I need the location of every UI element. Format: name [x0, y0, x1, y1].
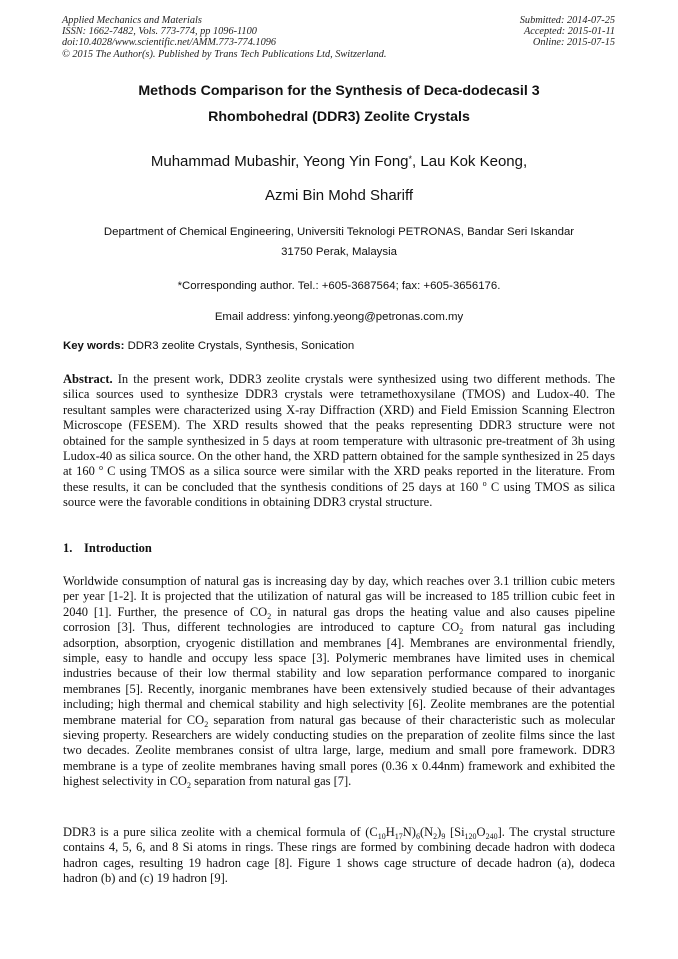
- degree-symbol: o: [482, 478, 487, 488]
- text-run: (N: [419, 825, 434, 839]
- keywords-text: DDR3 zeolite Crystals, Synthesis, Sonication: [124, 340, 355, 352]
- journal-copyright: © 2015 The Author(s). Published by Trans Tech Publications Ltd, Switzerland.: [62, 48, 387, 60]
- abstract-label: Abstract.: [63, 372, 113, 386]
- section-heading-introduction: [63, 540, 152, 556]
- subscript: 120: [464, 832, 477, 841]
- abstract-text-c: C using TMOS as silica source were the favorable conditions in obtaining DDR3 crystal structure.: [63, 479, 615, 510]
- email-address[interactable]: Email address: yinfong.yeong@petronas.com.my: [214, 311, 464, 323]
- subscript: 2: [267, 611, 272, 621]
- intro-paragraph-2: [63, 825, 615, 887]
- text-run: separation from natural gas because of their characteristic such as molecular sieving property. Researchers are widely conducting studies on the preparation of zeolite films since the last two decades. Zeolite membranes consist of ultra large, large, medium and small pore framework. DDR3 membrane is a type of zeolite membranes having small pores (0.36 x 0.44nm) framework and exhibited the highest selectivity in CO: [63, 712, 615, 789]
- text-run: Worldwide consumption of natural gas is increasing day by day, which reaches over 3.1 trillion cubic meters per year [1-2]. It is projected that the utilization of natural gas will be increased to 185 trillion cubic feet in 2040 [1]. Further, the presence of CO: [63, 574, 615, 619]
- text-run: in natural gas drops the heating value and also causes pipeline corrosion [3]. Thus, different technologies are introduced to capture CO: [63, 604, 616, 635]
- submission-dates: [415, 15, 615, 49]
- title-line-2: Rhombohedral (DDR3) Zeolite Crystals: [208, 109, 470, 125]
- abstract: [63, 372, 615, 511]
- abstract-text-a: In the present work, DDR3 zeolite crystals were synthesized using two different methods. The silica sources used to synthesize DDR3 crystals were tetramethoxysilane (TMOS) and Ludox-40. The resultant samples were characterized using X-ray Diffraction (XRD) and Field Emission Scanning Electron Microscope (FESEM). The XRD results showed that the peaks representing DDR3 structure were not obtained for the sample synthesized in 5 days at room temperature with ultrasonic pre-treatment of 3h using Ludox-40 as silica source. On the other hand, the XRD pattern obtained for the sample synthesized in 25 days at 160: [63, 372, 615, 479]
- subscript: 10: [377, 832, 386, 841]
- degree-symbol: o: [98, 463, 103, 473]
- subscript: 2: [459, 627, 464, 637]
- authors-line-1: [40, 145, 638, 179]
- title-line-1: Methods Comparison for the Synthesis of Deca-dodecasil 3: [138, 83, 540, 99]
- subscript: 2: [433, 832, 438, 841]
- keywords-label: Key words:: [63, 340, 125, 352]
- text-run: N): [402, 825, 416, 839]
- section-title: Introduction: [84, 541, 152, 555]
- author-list: [40, 145, 638, 213]
- keywords: [63, 338, 615, 354]
- subscript: 2: [204, 719, 209, 729]
- subscript: 6: [415, 832, 420, 841]
- section-number: 1.: [63, 541, 73, 555]
- text-run: ): [437, 825, 442, 839]
- affiliation-line-1: Department of Chemical Engineering, Universiti Teknologi PETRONAS, Bandar Seri Iskandar: [103, 226, 575, 238]
- online-date: Online: 2015-07-15: [532, 37, 615, 49]
- affiliation: [62, 222, 616, 262]
- text-run: ]. The crystal structure contains 4, 5, 6, and 8 Si atoms in rings. These rings are formed by combining decade hadron with dodeca hadron cages, resulting 19 hadron cage [8]. Figure 1 shows cage structure of decade hadron (a), dodeca hadron (b) and (c) 19 hadron [9].: [63, 825, 616, 886]
- subscript: 240: [485, 832, 498, 841]
- text-run: O: [476, 825, 486, 839]
- corresponding-author: *Corresponding author. Tel.: +605-3687564; fax: +605-3656176.: [177, 280, 501, 292]
- subscript: 17: [394, 832, 403, 841]
- text-run: DDR3 is a pure silica zeolite with a chemical formula of (C: [63, 825, 378, 839]
- text-run: [Si: [445, 825, 465, 839]
- accepted-date: Accepted: 2015-01-11: [523, 26, 615, 38]
- text-run: H: [385, 825, 395, 839]
- authors-part-a: Muhammad Mubashir, Yeong Yin Fong: [150, 153, 409, 170]
- text-run: from natural gas including adsorption, absorption, cryogenic distillation and membranes [4]. Membranes are environmental friendly, simple, easy to handle and occupy less space [3]. Polymeric membranes have limited uses in chemical industries because of their low thermal stability and low separation performance compared to inorganic membranes [5]. Recently, inorganic membranes have been extensively studied because of their advantages including; high thermal and chemical stability and high selectivity [6]. Zeolite membranes are the potential membrane material for CO: [63, 620, 615, 727]
- affiliation-line-2: 31750 Perak, Malaysia: [281, 246, 397, 258]
- authors-line-2: Azmi Bin Mohd Shariff: [264, 187, 414, 204]
- corresponding-marker: *: [408, 154, 413, 164]
- authors-part-b: , Lau Kok Keong,: [412, 153, 528, 170]
- paper-title: [40, 78, 638, 130]
- journal-name: Applied Mechanics and Materials: [62, 15, 202, 26]
- intro-paragraph-1: [63, 574, 615, 790]
- journal-issn: ISSN: 1662-7482, Vols. 773-774, pp 1096-1100: [62, 26, 257, 38]
- text-run: separation from natural gas [7].: [190, 774, 352, 789]
- subscript: 9: [441, 832, 446, 841]
- journal-doi[interactable]: doi:10.4028/www.scientific.net/AMM.773-774.1096: [62, 37, 277, 49]
- subscript: 2: [186, 781, 191, 791]
- abstract-text-b: C using TMOS as a silica source were similar with the XRD peaks reported in the literature. From these results, it can be concluded that the synthesis conditions of 25 days at 160: [63, 464, 616, 494]
- submitted-date: Submitted: 2014-07-25: [519, 15, 615, 26]
